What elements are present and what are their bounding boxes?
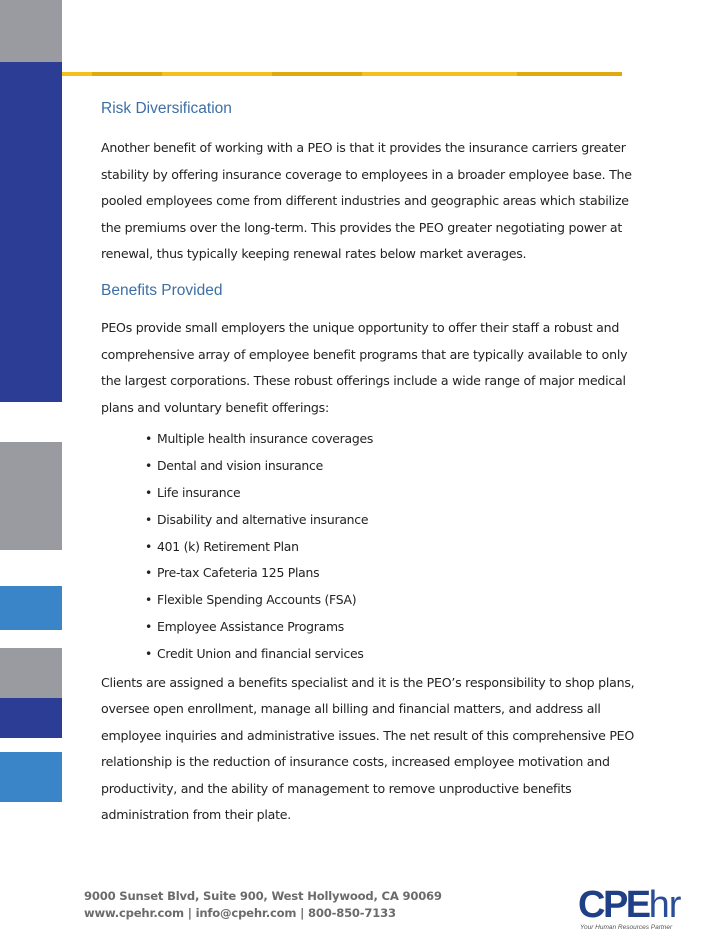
header-accent-bar	[62, 72, 622, 76]
sidebar-color-block	[0, 550, 62, 586]
sidebar-color-block	[0, 738, 62, 752]
logo-wordmark	[578, 886, 680, 924]
bullet-icon: •	[145, 618, 153, 634]
benefit-item-text: 401 (k) Retirement Plan	[157, 538, 299, 554]
sidebar-color-block	[0, 630, 62, 648]
footer-address: 9000 Sunset Blvd, Suite 900, West Hollywood, CA 90069	[84, 889, 442, 903]
sidebar-color-block	[0, 442, 62, 550]
bullet-icon: •	[145, 538, 153, 554]
sidebar-color-block	[0, 586, 62, 630]
benefit-item	[145, 507, 641, 534]
sidebar-color-block	[0, 402, 62, 442]
sidebar-color-block	[0, 698, 62, 738]
benefit-item-text: Disability and alternative insurance	[157, 511, 369, 527]
benefit-item	[145, 534, 641, 561]
logo-tagline: Your Human Resources Partner	[580, 924, 673, 931]
risk-diversification-heading: Risk Diversification	[101, 100, 232, 117]
benefit-item	[145, 426, 641, 453]
benefit-item	[145, 614, 641, 641]
sidebar-color-block	[0, 752, 62, 802]
bullet-icon: •	[145, 565, 153, 581]
sidebar-color-block	[0, 0, 62, 62]
benefit-item-text: Pre-tax Cafeteria 125 Plans	[157, 565, 320, 581]
bullet-icon: •	[145, 511, 153, 527]
benefit-item	[145, 480, 641, 507]
benefits-list	[101, 426, 641, 667]
benefit-item-text: Employee Assistance Programs	[157, 618, 345, 634]
footer-contact: www.cpehr.com | info@cpehr.com | 800-850-7133	[84, 906, 396, 920]
benefits-closing-paragraph: Clients are assigned a benefits specialist and it is the PEO’s responsibility to shop plans, oversee open enrollment, manage all billing and financial matters, and address all employee inquiries and administrative issues. The net result of this comprehensive PEO relationship is the reduction of insurance costs, increased employee motivation and productivity, and the ability of management to remove unproductive benefits administration from their plate.	[101, 674, 635, 823]
page-footer	[84, 884, 714, 938]
benefit-item-text: Multiple health insurance coverages	[157, 431, 374, 447]
sidebar-color-block	[0, 62, 62, 402]
bullet-icon: •	[145, 458, 153, 474]
benefits-provided-heading: Benefits Provided	[101, 281, 223, 299]
benefit-item-text: Flexible Spending Accounts (FSA)	[157, 592, 357, 608]
risk-diversification-paragraph: Another benefit of working with a PEO is that it provides the insurance carriers greater stability by offering insurance coverage to employees in a broader employee base. The pooled employees come from different industries and geographic areas which stabilize the premiums over the long-term. This provides the PEO greater negotiating power at renewal, thus typically keeping renewal rates below market averages.	[101, 140, 632, 262]
cpehr-logo	[578, 886, 708, 936]
decorative-sidebar	[0, 0, 62, 942]
sidebar-color-block	[0, 648, 62, 698]
sidebar-color-block	[0, 802, 62, 942]
logo-main-text: CPE	[578, 884, 649, 926]
benefit-item-text: Dental and vision insurance	[157, 458, 323, 474]
logo-suffix-text: hr	[648, 884, 681, 926]
document-body	[101, 100, 641, 829]
bullet-icon: •	[145, 645, 153, 661]
benefit-item	[145, 560, 641, 587]
benefit-item	[145, 641, 641, 668]
benefit-item-text: Credit Union and financial services	[157, 645, 364, 661]
bullet-icon: •	[145, 592, 153, 608]
benefit-item	[145, 453, 641, 480]
bullet-icon: •	[145, 484, 153, 500]
benefit-item-text: Life insurance	[157, 484, 241, 500]
benefits-intro-paragraph: PEOs provide small employers the unique opportunity to offer their staff a robust and comprehensive array of employee benefit programs that are typically available to only the largest corporations. These robust offerings include a wide range of major medical plans and voluntary benefit offerings:	[101, 319, 628, 415]
bullet-icon: •	[145, 431, 153, 447]
benefit-item	[145, 587, 641, 614]
